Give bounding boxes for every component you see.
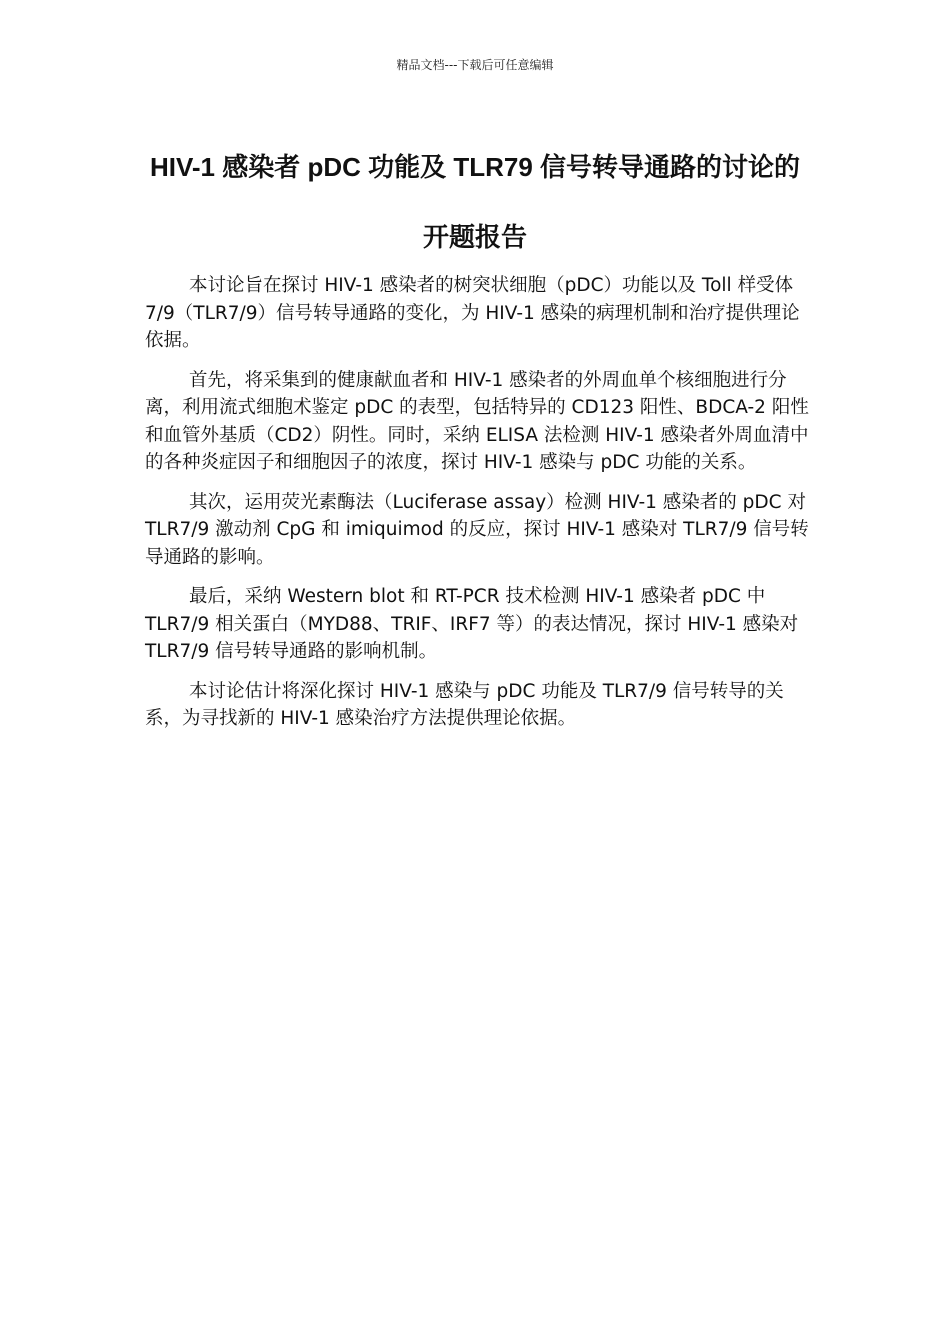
paragraph-conclusion: 本讨论估计将深化探讨 HIV-1 感染与 pDC 功能及 TLR7/9 信号转导的关系，为寻找新的 HIV-1 感染治疗方法提供理论依据。 [145,680,784,729]
paragraph-second-step: 其次，运用荧光素酶法（Luciferase assay）检测 HIV-1 感染者的 pDC 对 TLR7/9 激动剂 CpG 和 imiquimod 的反应，探讨 HIV-1 感染对 TLR7/9 信号转导通路的影响。 [145,491,809,568]
paragraph-first-step: 首先，将采集到的健康献血者和 HIV-1 感染者的外周血单个核细胞进行分离，利用流式细胞术鉴定 pDC 的表型，包括特异的 CD123 阳性、BDCA-2 阳性和血管外基质（CD2）阴性。同时，采纳 ELISA 法检测 HIV-1 感染者外周血清中的各种炎症因子和细胞因子的浓度，探讨 HIV-1 感染与 pDC 功能的关系。 [145,369,809,473]
header-note: 精品文档---下载后可任意编辑 [396,58,554,72]
document-title: HIV-1 感染者 pDC 功能及 TLR79 信号转导通路的讨论的开题报告 [149,152,801,252]
paragraph-final-step: 最后，采纳 Western blot 和 RT-PCR 技术检测 HIV-1 感染者 pDC 中 TLR7/9 相关蛋白（MYD88、TRIF、IRF7 等）的表达情况，探讨 HIV-1 感染对 TLR7/9 信号转导通路的影响机制。 [145,586,799,662]
document-body [145,272,810,745]
paragraph-intro: 本讨论旨在探讨 HIV-1 感染者的树突状细胞（pDC）功能以及 Toll 样受体 7/9（TLR7/9）信号转导通路的变化，为 HIV-1 感染的病理机制和治疗提供理论依据。 [145,275,800,351]
